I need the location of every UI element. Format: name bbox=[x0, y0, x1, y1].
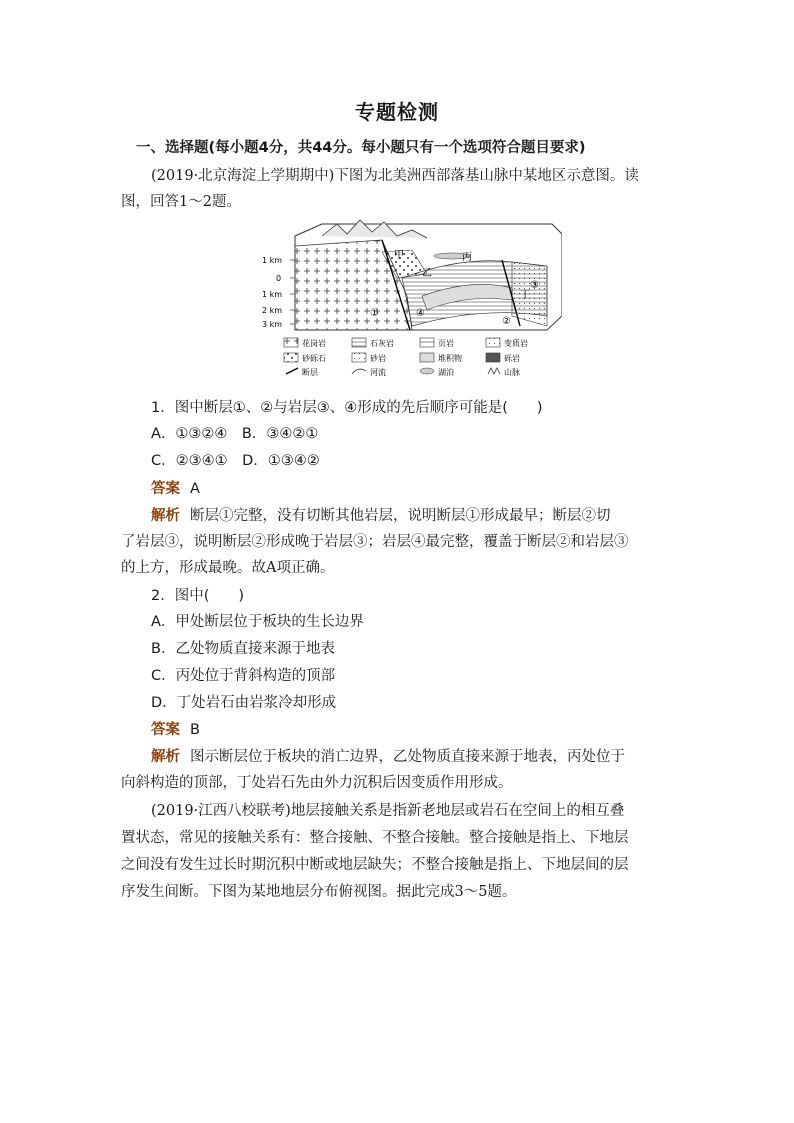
answer-value: A bbox=[190, 481, 200, 497]
section-heading: 一、选择题(每小题4分，共44分。每小题只有一个选项符合题目要求) bbox=[136, 140, 586, 156]
intro-paragraph-2-line-2: 置状态，常见的接触关系有：整合接触、不整合接触。整合接触是指上、下地层 bbox=[121, 830, 629, 846]
question-1-analysis-line-3: 的上方，形成最晚。故A项正确。 bbox=[121, 560, 335, 576]
analysis-text: 断层①完整，没有切断其他岩层，说明断层①形成最早；断层②切 bbox=[190, 508, 611, 524]
intro-paragraph-1-line-1: (2019·北京海淀上学期期中)下图为北美洲西部落基山脉中某地区示意图。读 bbox=[151, 168, 639, 184]
question-2-option-a: A．甲处断层位于板块的生长边界 bbox=[151, 614, 364, 630]
legend-item: 花岗岩 bbox=[302, 339, 326, 348]
legend-item: 湖泊 bbox=[438, 368, 454, 377]
legend-item: 山脉 bbox=[504, 368, 520, 377]
analysis-text: 图示断层位于板块的消亡边界，乙处物质直接来源于地表，丙处位于 bbox=[190, 749, 625, 765]
intro-paragraph-1-line-2: 图，回答1～2题。 bbox=[121, 194, 241, 210]
depth-label: 0 bbox=[276, 274, 282, 283]
question-1-analysis-line-1 bbox=[151, 506, 681, 526]
depth-label: 3 km bbox=[262, 320, 283, 329]
question-2-option-c: C．丙处位于背斜构造的顶部 bbox=[151, 668, 336, 684]
legend-item: 河流 bbox=[370, 368, 386, 377]
marker-1: ① bbox=[370, 308, 379, 319]
question-2-stem: 2．图中( ) bbox=[151, 588, 245, 604]
question-2-option-d: D．丁处岩石由岩浆冷却形成 bbox=[151, 695, 337, 711]
legend-item: 堆积物 bbox=[438, 354, 462, 363]
depth-label: 2 km bbox=[262, 306, 283, 315]
answer-label: 答案 bbox=[151, 722, 180, 738]
label-yi: 乙 bbox=[422, 268, 432, 279]
question-2-analysis-line-1 bbox=[151, 747, 681, 767]
question-1-options-line-2: C．②③④① D．①③④② bbox=[151, 453, 320, 469]
legend-item: 砂砾石 bbox=[302, 354, 326, 363]
depth-label: 1 km bbox=[262, 256, 283, 265]
question-2-option-b: B．乙处物质直接来源于地表 bbox=[151, 641, 335, 657]
label-ding: 丁 bbox=[520, 290, 530, 301]
legend-item: 石灰岩 bbox=[370, 339, 394, 348]
answer-value: B bbox=[190, 722, 200, 738]
depth-label: 1 km bbox=[262, 290, 283, 299]
analysis-label: 解析 bbox=[151, 508, 180, 524]
intro-paragraph-2-line-3: 之间没有发生过长时期沉积中断或地层缺失；不整合接触是指上、下地层间的层 bbox=[121, 857, 629, 873]
marker-4: ④ bbox=[416, 308, 425, 319]
legend-item: 砂岩 bbox=[370, 354, 386, 363]
geology-cross-section-figure bbox=[262, 216, 562, 386]
question-1-stem: 1．图中断层①、②与岩层③、④形成的先后顺序可能是( ) bbox=[151, 400, 543, 416]
answer-label: 答案 bbox=[151, 481, 180, 497]
label-bing: 丙 bbox=[462, 252, 472, 263]
question-2-answer bbox=[151, 720, 681, 740]
marker-3: ③ bbox=[530, 280, 539, 291]
page-title: 专题检测 bbox=[355, 100, 439, 124]
figure-legend bbox=[284, 338, 528, 377]
question-2-analysis-line-2: 向斜构造的顶部，丁处岩石先由外力沉积后因变质作用形成。 bbox=[121, 775, 513, 791]
analysis-label: 解析 bbox=[151, 749, 180, 765]
intro-paragraph-2-line-4: 序发生间断。下图为某地地层分布俯视图。据此完成3～5题。 bbox=[121, 884, 517, 900]
marker-2: ② bbox=[502, 316, 511, 327]
legend-item: 砾岩 bbox=[504, 354, 520, 363]
label-jia: 甲 bbox=[394, 250, 404, 261]
intro-paragraph-2-line-1: (2019·江西八校联考)地层接触关系是指新老地层或岩石在空间上的相互叠 bbox=[151, 803, 625, 819]
legend-item: 页岩 bbox=[438, 339, 454, 348]
question-1-answer bbox=[151, 479, 681, 499]
question-1-options-line-1: A．①③②④ B．③④②① bbox=[151, 426, 319, 442]
question-1-analysis-line-2: 了岩层③，说明断层②形成晚于岩层③；岩层④最完整，覆盖于断层②和岩层③ bbox=[121, 534, 629, 550]
legend-item: 断层 bbox=[302, 368, 318, 377]
legend-item: 变质岩 bbox=[504, 339, 528, 348]
